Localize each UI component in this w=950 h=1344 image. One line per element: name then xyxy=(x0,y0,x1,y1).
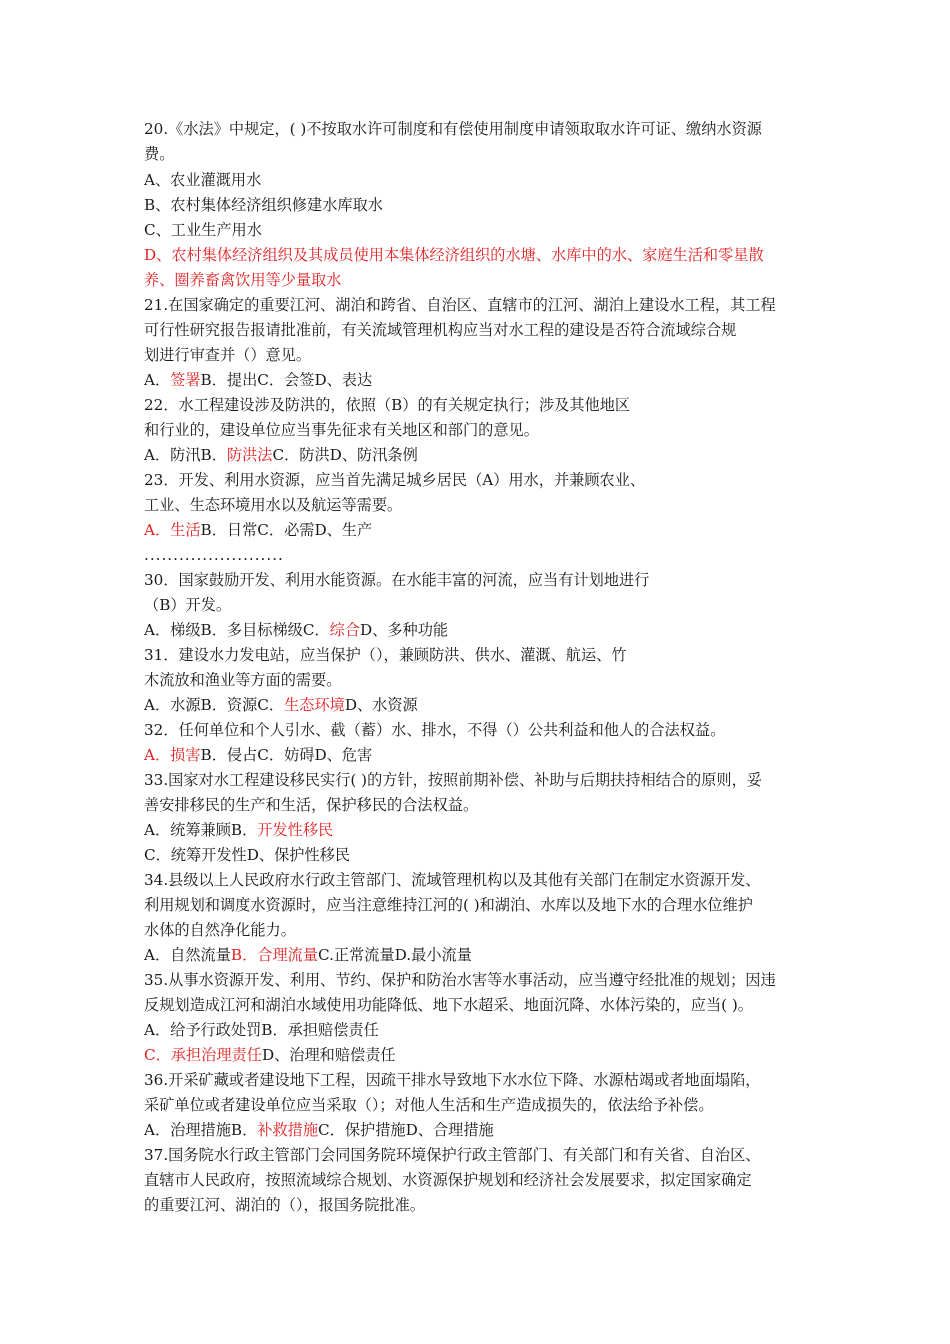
text-segment: A．给予行政处罚B．承担赔偿责任 xyxy=(144,1021,379,1039)
text-segment: A．水源B．资源C． xyxy=(144,696,285,714)
text-segment: B．侵占C．妨碍D、危害 xyxy=(200,746,373,764)
text-line xyxy=(144,1195,425,1215)
text-segment: 采矿单位或者建设单位应当采取（）；对他人生活和生产造成损失的，依法给予补偿。 xyxy=(144,1096,714,1114)
text-segment: （B）开发。 xyxy=(144,596,232,614)
text-segment: 36.开采矿藏或者建设地下工程，因疏干排水导致地下水水位下降、水源枯竭或者地面塌陷， xyxy=(144,1071,761,1089)
text-segment: C.正常流量D.最小流量 xyxy=(318,946,472,964)
text-segment: D、水资源 xyxy=(344,696,418,714)
text-segment: B．日常C．必需D、生产 xyxy=(200,521,373,539)
answer-text: 综合 xyxy=(329,621,360,639)
text-segment: 和行业的，建设单位应当事先征求有关地区和部门的意见。 xyxy=(144,421,539,439)
text-segment: A．治理措施B． xyxy=(144,1121,258,1139)
answer-text: A．损害 xyxy=(144,746,201,764)
text-line xyxy=(144,295,776,315)
text-segment: 31．建设水力发电站，应当保护（），兼顾防洪、供水、灌溉、航运、竹 xyxy=(144,646,627,664)
text-line xyxy=(144,195,383,215)
text-line xyxy=(144,895,753,915)
text-line xyxy=(144,545,284,565)
text-line xyxy=(144,695,418,715)
text-line xyxy=(144,1095,714,1115)
text-segment: 33.国家对水工程建设移民实行( )的方针，按照前期补偿、补助与后期扶持相结合的原则，妥 xyxy=(144,771,762,789)
text-line xyxy=(144,845,350,865)
answer-text: D、农村集体经济组织及其成员使用本集体经济组织的水塘、水库中的水、家庭生活和零星散 xyxy=(144,246,764,264)
text-line xyxy=(144,570,649,590)
text-line xyxy=(144,470,645,490)
text-segment: 20.《水法》中规定，( )不按取水许可制度和有偿使用制度申请领取取水许可证、缴纳水资源 xyxy=(144,120,762,138)
text-line xyxy=(144,995,753,1015)
answer-text: 补救措施 xyxy=(257,1121,319,1139)
text-segment: A．梯级B．多目标梯级C． xyxy=(144,621,330,639)
text-line xyxy=(144,620,448,640)
text-segment: A． xyxy=(144,371,171,389)
text-segment: A．统筹兼顾B． xyxy=(144,821,258,839)
text-line xyxy=(144,720,725,740)
answer-text: B．合理流量 xyxy=(230,946,319,964)
text-segment: 工业、生态环境用水以及航运等需要。 xyxy=(144,496,403,514)
text-segment: 21.在国家确定的重要江河、湖泊和跨省、自治区、直辖市的江河、湖泊上建设水工程，其工程 xyxy=(144,296,776,314)
text-segment: 费。 xyxy=(144,145,175,163)
text-line xyxy=(144,395,630,415)
text-segment: 30．国家鼓励开发、利用水能资源。在水能丰富的河流，应当有计划地进行 xyxy=(144,571,650,589)
text-line xyxy=(144,770,762,790)
text-segment: 反规划造成江河和湖泊水域使用功能降低、地下水超采、地面沉降、水体污染的，应当( )。 xyxy=(144,996,753,1014)
answer-text: C．承担治理责任 xyxy=(144,1046,262,1064)
text-segment: 37.国务院水行政主管部门会同国务院环境保护行政主管部门、有关部门和有关省、自治区、 xyxy=(144,1146,761,1164)
answer-text: 签署 xyxy=(170,371,201,389)
text-segment: D、治理和赔偿责任 xyxy=(261,1046,396,1064)
answer-text: 养、圈养畜禽饮用等少量取水 xyxy=(144,271,342,289)
text-line xyxy=(144,320,736,340)
text-line xyxy=(144,970,776,990)
answer-text: 开发性移民 xyxy=(257,821,334,839)
text-segment: C．统筹开发性D、保护性移民 xyxy=(144,846,351,864)
text-line xyxy=(144,1045,396,1065)
text-line xyxy=(144,820,333,840)
text-line xyxy=(144,870,760,890)
text-segment: C、工业生产用水 xyxy=(144,221,262,239)
text-segment: B、农村集体经济组织修建水库取水 xyxy=(144,196,383,214)
text-line xyxy=(144,595,231,615)
answer-text: 生态环境 xyxy=(284,696,345,714)
text-line xyxy=(144,370,372,390)
text-line xyxy=(144,920,296,940)
text-segment: 35.从事水资源开发、利用、节约、保护和防治水害等水事活动，应当遵守经批准的规划；因违 xyxy=(144,971,776,989)
text-line xyxy=(144,670,341,690)
text-line xyxy=(144,945,472,965)
answer-text: A．生活 xyxy=(144,521,201,539)
text-line xyxy=(144,144,174,164)
text-line xyxy=(144,1070,760,1090)
text-segment: 利用规划和调度水资源时，应当注意维持江河的( )和湖泊、水库以及地下水的合理水位维护 xyxy=(144,896,753,914)
text-line xyxy=(144,1170,752,1190)
text-segment: 木流放和渔业等方面的需要。 xyxy=(144,671,342,689)
text-line xyxy=(144,495,402,515)
text-segment: C．保护措施D、合理措施 xyxy=(318,1121,494,1139)
text-line xyxy=(144,345,311,365)
text-line xyxy=(144,170,261,190)
text-line xyxy=(144,119,762,139)
text-segment: D、多种功能 xyxy=(360,621,449,639)
text-line xyxy=(144,445,418,465)
text-line xyxy=(144,220,262,240)
text-segment: 划进行审查并（）意见。 xyxy=(144,346,312,364)
text-segment: 善安排移民的生产和生活，保护移民的合法权益。 xyxy=(144,796,479,814)
text-segment: 可行性研究报告报请批准前，有关流域管理机构应当对水工程的建设是否符合流域综合规 xyxy=(144,321,737,339)
text-line xyxy=(144,520,372,540)
text-line xyxy=(144,1145,760,1165)
text-segment: B．提出C．会签D、表达 xyxy=(200,371,373,389)
text-segment: 34.县级以上人民政府水行政主管部门、流域管理机构以及其他有关部门在制定水资源开发、 xyxy=(144,871,761,889)
text-segment: A．自然流量 xyxy=(144,946,231,964)
text-segment: C．防洪D、防汛条例 xyxy=(272,446,418,464)
answer-text: 防洪法 xyxy=(226,446,273,464)
text-line xyxy=(144,795,478,815)
text-segment: 水体的自然净化能力。 xyxy=(144,921,296,939)
text-segment: ........................ xyxy=(144,546,284,564)
text-segment: 22．水工程建设涉及防洪的，依照（B）的有关规定执行；涉及其他地区 xyxy=(144,396,631,414)
text-segment: A．防汛B． xyxy=(144,446,227,464)
text-line xyxy=(144,270,341,290)
text-segment: 23．开发、利用水资源，应当首先满足城乡居民（A）用水，并兼顾农业、 xyxy=(144,471,646,489)
text-segment: 32．任何单位和个人引水、截（蓄）水、排水，不得（）公共利益和他人的合法权益。 xyxy=(144,721,726,739)
text-segment: 的重要江河、湖泊的（），报国务院批准。 xyxy=(144,1196,425,1214)
text-line xyxy=(144,420,539,440)
text-line xyxy=(144,645,627,665)
text-line xyxy=(144,1020,379,1040)
text-segment: A、农业灌溉用水 xyxy=(144,171,262,189)
text-line xyxy=(144,245,764,265)
text-line xyxy=(144,1120,494,1140)
text-segment: 直辖市人民政府，按照流域综合规划、水资源保护规划和经济社会发展要求，拟定国家确定 xyxy=(144,1171,752,1189)
text-line xyxy=(144,745,372,765)
